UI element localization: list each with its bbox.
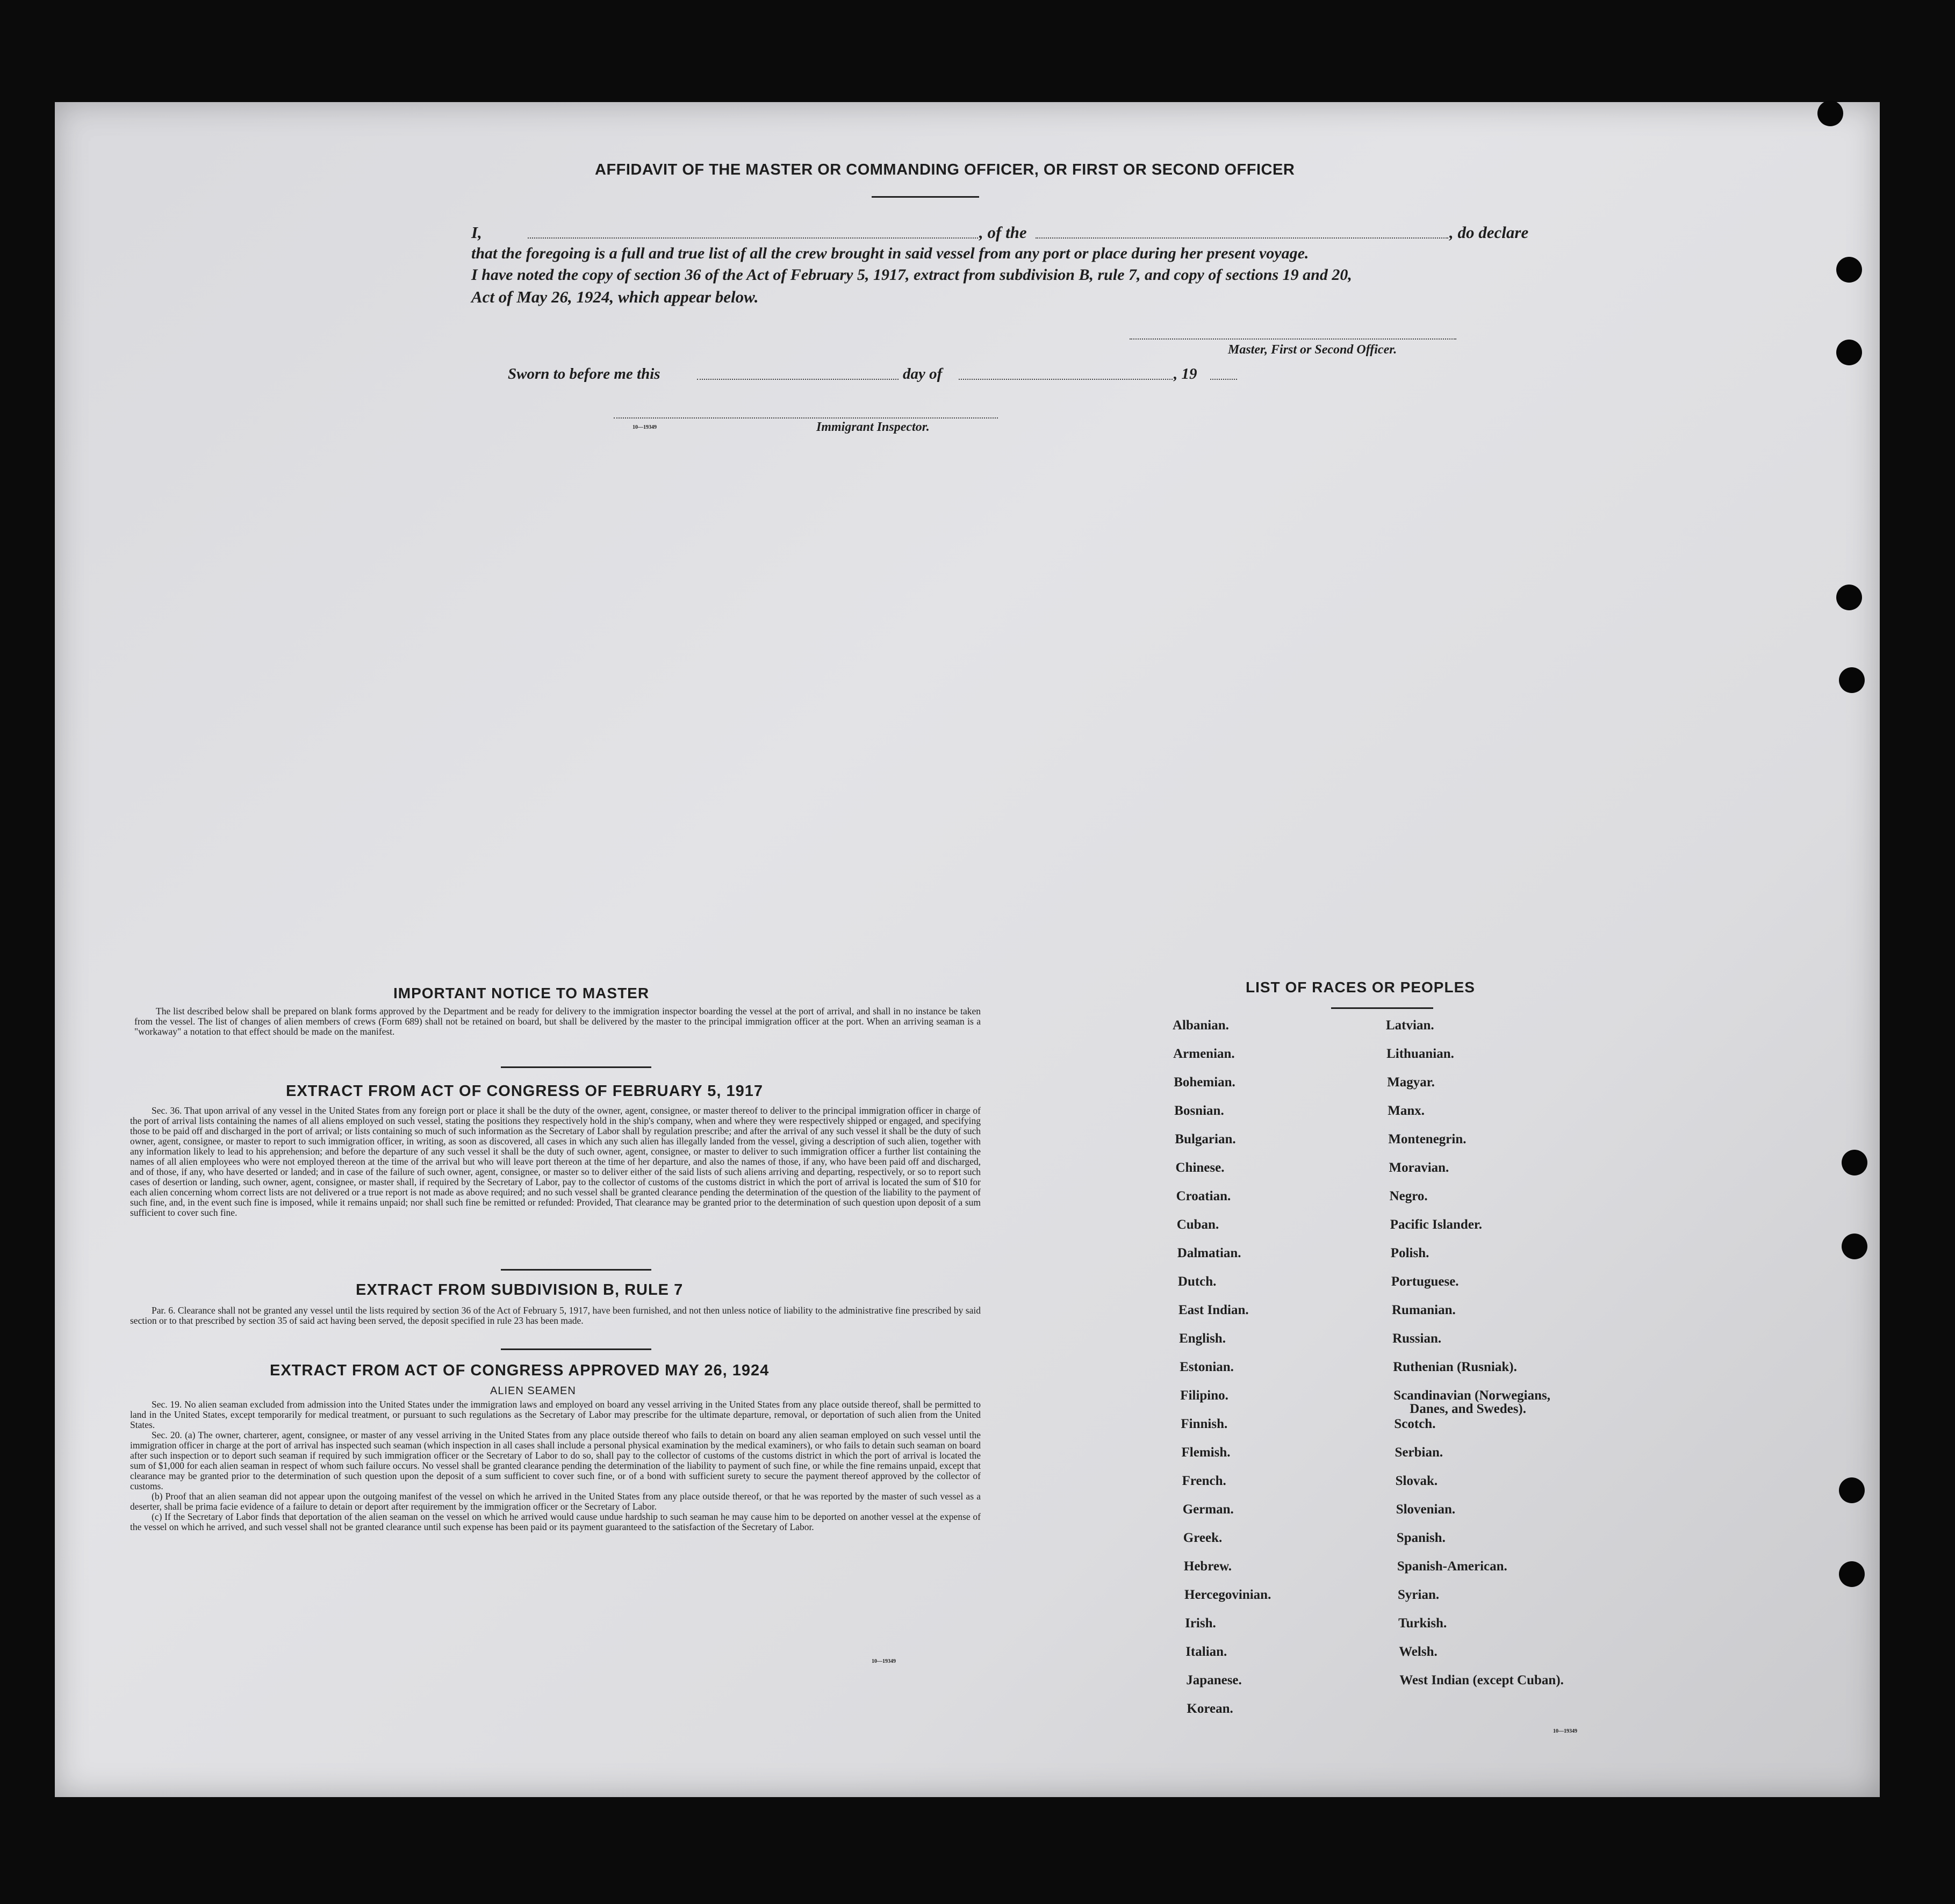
race-item: Serbian. [1395,1445,1443,1460]
vessel-name-blank[interactable] [1036,237,1448,239]
race-item: Lithuanian. [1386,1047,1454,1061]
race-item: Pacific Islander. [1390,1217,1482,1232]
race-item: Scotch. [1394,1417,1436,1431]
master-signature-blank[interactable] [1130,338,1456,340]
section-20c-paragraph: (c) If the Secretary of Labor finds that deportation of the alien seaman on the vessel on which he arrived would cause undue hardship to such seaman he may cause him to be deported on another vessel at the expense of the vessel on which he arrived, and such vessel shall not be granted clearance until such expense has been paid or its payment guaranteed to the satisfaction of the Secretary of Labor. [130,1511,981,1532]
affidavit-line-3: I have noted the copy of section 36 of the Act of February 5, 1917, extract from subdivision B, rule 7, and copy of sections 19 and 20, [471,266,1352,284]
year-label: , 19 [1174,365,1197,383]
race-item: Italian. [1185,1645,1227,1659]
race-item: Spanish. [1396,1531,1446,1545]
race-item: Latvian. [1386,1018,1434,1033]
inspector-label: Immigrant Inspector. [816,420,930,434]
master-label: Master, First or Second Officer. [1228,343,1397,357]
race-item: Danes, and Swedes). [1410,1402,1526,1416]
race-item: Cuban. [1176,1217,1219,1232]
binder-hole [1817,100,1843,126]
affidavit-do-declare: , do declare [1449,223,1529,242]
extract-1917-body [130,1106,981,1218]
affidavit-title: AFFIDAVIT OF THE MASTER OR COMMANDING OFFICER, OR FIRST OR SECOND OFFICER [595,161,1295,178]
binder-hole [1842,1150,1867,1175]
race-item: Filipino. [1180,1388,1228,1403]
race-item: Bulgarian. [1175,1132,1236,1146]
race-item: Estonian. [1180,1360,1234,1374]
binder-hole [1839,1561,1865,1587]
rule-7-paragraph: Par. 6. Clearance shall not be granted any vessel until the lists required by section 36 of the Act of February 5, 1917, have been furnished, and not then unless notice of liability to the administrative fine prescribed by said section or to that prescribed by section 35 of said act having been served, the deposit specified in rule 23 has been made. [130,1305,981,1326]
race-item: West Indian (except Cuban). [1399,1673,1564,1687]
extract-1924-body [130,1400,981,1532]
race-item: Slovenian. [1396,1502,1456,1517]
day-of-label: day of [903,365,943,383]
section-20a-paragraph: Sec. 20. (a) The owner, charterer, agent, consignee, or master of any vessel arriving in the United States from any place outside thereof who fails to detain on board any alien seaman employed on such vessel until the immigration officer in charge at the port of arrival has inspected such seaman (which inspection in all cases shall include a personal physical examination by the medical examiners), or who fails to detain such seaman on board after such inspection or to deport such seaman if required by such immigration officer or the Secretary of Labor to do so, shall pay to the collector of customs of the customs district in which the port of arrival is located the sum of $1,000 for each alien seaman in respect of whom such failure occurs. No vessel shall be granted clearance pending the determination of the liability to payment of such fine, or while the fine remains unpaid, except that clearance may be granted prior to the determination of such question upon the deposit of a sum sufficient to cover such fine, or of a bond with sufficient surety to secure the payment thereof approved by the collector of customs. [130,1430,981,1491]
race-item: Dutch. [1177,1274,1217,1289]
sworn-year-blank[interactable] [1210,379,1237,380]
rule-7-rule [501,1348,651,1350]
race-item: Chinese. [1175,1160,1225,1175]
race-item: Russian. [1392,1331,1442,1346]
extract-1917-rule [501,1269,651,1271]
race-item: Manx. [1388,1104,1425,1118]
race-item: Japanese. [1186,1673,1242,1687]
binder-hole [1839,667,1865,693]
race-item: Croatian. [1176,1189,1231,1203]
binder-hole [1836,585,1862,610]
binder-hole [1839,1477,1865,1503]
race-item: French. [1182,1474,1226,1488]
master-name-blank[interactable] [528,237,978,239]
race-item: Korean. [1187,1701,1233,1716]
race-item: Montenegrin. [1388,1132,1467,1146]
race-item: Armenian. [1173,1047,1235,1061]
rule-7-body [130,1306,981,1326]
race-item: Welsh. [1399,1645,1438,1659]
sworn-day-blank[interactable] [697,379,899,380]
race-item: English. [1179,1331,1226,1346]
extract-1924-title: EXTRACT FROM ACT OF CONGRESS APPROVED MAY 26, 1924 [270,1362,770,1379]
races-title-rule [1331,1007,1433,1009]
race-item: Slovak. [1395,1474,1438,1488]
race-item: Spanish-American. [1397,1559,1507,1574]
extract-1917-title: EXTRACT FROM ACT OF CONGRESS OF FEBRUARY 5, 1917 [286,1083,764,1100]
notice-title: IMPORTANT NOTICE TO MASTER [393,985,650,1001]
race-item: Irish. [1185,1616,1216,1631]
binder-hole [1836,340,1862,365]
race-item: Bohemian. [1174,1075,1235,1090]
race-item: Magyar. [1387,1075,1435,1090]
race-item: Polish. [1390,1246,1429,1260]
race-item: Portuguese. [1391,1274,1459,1289]
binder-hole [1836,257,1862,283]
section-20b-paragraph: (b) Proof that an alien seaman did not appear upon the outgoing manifest of the vessel on which he arrived in the United States from any place outside thereof, or that he was reported by the master of such vessel as a deserter, shall be prima facie evidence of a failure to detain or deport after requirement by the immigration officer or the Secretary of Labor. [130,1491,981,1512]
race-item: Ruthenian (Rusniak). [1393,1360,1517,1374]
races-title: LIST OF RACES OR PEOPLES [1246,979,1475,996]
notice-body [134,1006,981,1037]
race-item: Moravian. [1389,1160,1449,1175]
race-item: Albanian. [1173,1018,1229,1033]
affidavit-of-the: , of the [979,223,1027,242]
binder-hole [1842,1234,1867,1259]
affidavit-title-rule [872,196,979,198]
race-item: Turkish. [1398,1616,1447,1631]
race-item: Dalmatian. [1177,1246,1241,1260]
affidavit-line-4: Act of May 26, 1924, which appear below. [471,287,759,306]
race-item: Flemish. [1181,1445,1231,1460]
notice-paragraph: The list described below shall be prepared on blank forms approved by the Department and be ready for delivery to the immigration inspector boarding the vessel at the port of arrival, and shall in no instance be taken from the vessel. The list of changes of alien members of crews (Form 689) shall not be retained on board, but shall be delivered by the master to the principal immigration officer at the port. When an arriving seaman is a "workaway" a notation to that effect should be made on the manifest. [134,1006,981,1037]
races-form-number: 10—19349 [1553,1728,1577,1734]
rule-7-title: EXTRACT FROM SUBDIVISION B, RULE 7 [356,1281,684,1299]
section-19-paragraph: Sec. 19. No alien seaman excluded from admission into the United States under the immigration laws and employed on board any vessel arriving in the United States from any place outside thereof, shall be permitted to land in the United States, except temporarily for medical treatment, or pursuant to such regulations as the Secretary of Labor may prescribe for the ultimate departure, removal, or deportation of such alien from the United States. [130,1399,981,1430]
document-page [55,102,1880,1797]
race-item: East Indian. [1178,1303,1249,1317]
affidavit-form-number: 10—19349 [632,424,657,430]
inspector-signature-blank[interactable] [614,417,998,419]
race-item: Scandinavian (Norwegians, [1393,1388,1551,1403]
race-item: Rumanian. [1392,1303,1456,1317]
race-item: Syrian. [1398,1588,1440,1602]
extract-form-number: 10—19349 [872,1658,896,1664]
race-item: Hercegovinian. [1184,1588,1271,1602]
race-item: Negro. [1389,1189,1428,1203]
race-item: German. [1182,1502,1234,1517]
notice-rule [501,1066,651,1068]
race-item: Hebrew. [1183,1559,1232,1574]
race-item: Greek. [1183,1531,1223,1545]
sworn-label: Sworn to before me this [508,365,660,383]
section-36-paragraph: Sec. 36. That upon arrival of any vessel in the United States from any foreign port or place it shall be the duty of the owner, agent, consignee, or master thereof to deliver to the principal immigration officer in charge of the port of arrival lists containing the names of all aliens employed on such vessel, stating the positions they respectively hold in the ship's company, when and where they were respectively shipped or engaged, and specifying those to be paid off and discharged in the port of arrival; or lists containing so much of such information as the Secretary of Labor shall by regulation prescribe; and after the arrival of any such vessel it shall be the duty of such owner, agent, consignee, or master to report to such immigration officer, in writing, as soon as discovered, all cases in which any such alien has illegally landed from the vessel, giving a description of such alien, together with any information likely to lead to his apprehension; and before the departure of any such vessel it shall be the duty of such owner, agent, consignee, or master to deliver to such immigration officer a further list containing the names of all alien employees who were not employed thereon at the time of the arrival but who will leave port thereon at the time of her departure, and also the names of those, if any, who have been paid off and discharged, and of those, if any, who have deserted or landed; and in case of the failure of such owner, agent, consignee, or master so to deliver either of the said lists of such aliens arriving and departing, respectively, or so to report such cases of desertion or landing, such owner, agent, consignee, or master shall, if required by the Secretary of Labor, pay to the collector of customs of the customs district in which the port of arrival is located the sum of $10 for each alien concerning whom correct lists are not delivered or a true report is not made as above required; and no such vessel shall be granted clearance pending the determination of the question of the liability to the payment of such fine, and, in the event such fine is imposed, while it remains unpaid; nor shall such fine be remitted or refunded: Provided, That clearance may be granted prior to the determination of such question upon deposit of a sum sufficient to cover such fine. [130,1105,981,1218]
race-item: Finnish. [1181,1417,1228,1431]
affidavit-line-2: that the foregoing is a full and true list of all the crew brought in said vessel from any port or place during her present voyage. [471,244,1309,262]
alien-seamen-subtitle: ALIEN SEAMEN [490,1385,576,1397]
affidavit-i: I, [471,223,482,242]
race-item: Bosnian. [1174,1104,1224,1118]
sworn-month-blank[interactable] [959,379,1173,380]
